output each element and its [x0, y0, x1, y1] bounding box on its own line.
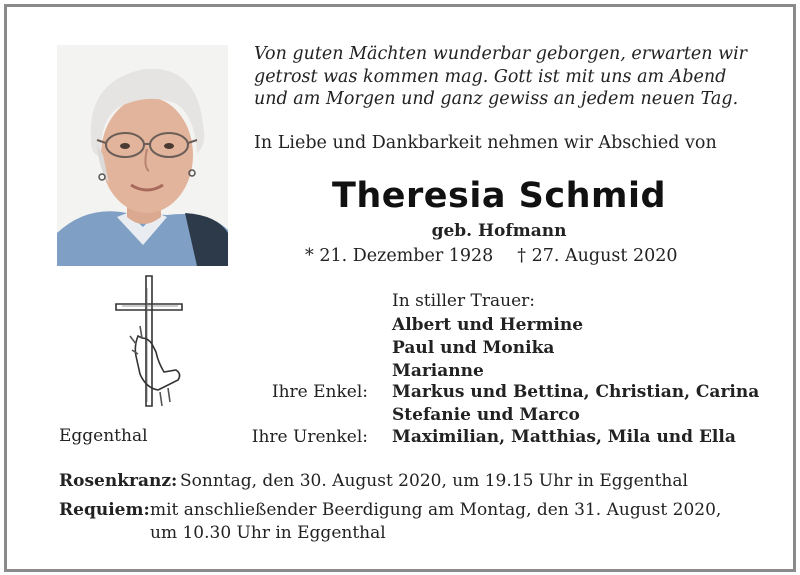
mourner-entry: Stefanie und Marco: [392, 405, 580, 425]
portrait-photo: [57, 45, 228, 266]
place-name: Eggenthal: [59, 426, 148, 446]
birth-date: * 21. Dezember 1928: [305, 246, 494, 266]
grandchildren-label: Ihre Enkel:: [271, 382, 368, 402]
deceased-name: Theresia Schmid: [331, 176, 667, 216]
requiem-label: Requiem:: [59, 500, 150, 520]
mourner-entry: Markus und Bettina, Christian, Carina: [392, 382, 760, 402]
farewell-intro: In Liebe und Dankbarkeit nehmen wir Abschied von: [254, 133, 717, 153]
mourner-entry: Paul und Monika: [392, 338, 555, 358]
great-grandchildren-label: Ihre Urenkel:: [251, 427, 368, 447]
birth-name: geb. Hofmann: [431, 221, 567, 241]
portrait-illustration: [57, 45, 228, 266]
mourners-heading: In stiller Trauer:: [392, 291, 535, 311]
requiem-text: mit anschließender Beerdigung am Montag, den 31. August 2020,: [150, 500, 722, 520]
mourner-entry: Marianne: [392, 361, 484, 381]
poem-text: Von guten Mächten wunderbar geborgen, erwarten wir getrost was kommen mag. Gott ist mit uns am Abend und am Morgen und ganz gewiss an jedem neuen Tag.: [254, 44, 748, 109]
death-date: † 27. August 2020: [517, 246, 678, 266]
rosary-text: Sonntag, den 30. August 2020, um 19.15 Uhr in Eggenthal: [180, 471, 688, 491]
life-dates: [305, 246, 678, 266]
cross-with-hand-icon: [112, 274, 186, 412]
rosary-label: Rosenkranz:: [59, 471, 178, 491]
mourner-entry: Maximilian, Matthias, Mila und Ella: [392, 427, 736, 447]
requiem-text-cont: um 10.30 Uhr in Eggenthal: [150, 523, 386, 543]
mourner-entry: Albert und Hermine: [392, 315, 584, 335]
